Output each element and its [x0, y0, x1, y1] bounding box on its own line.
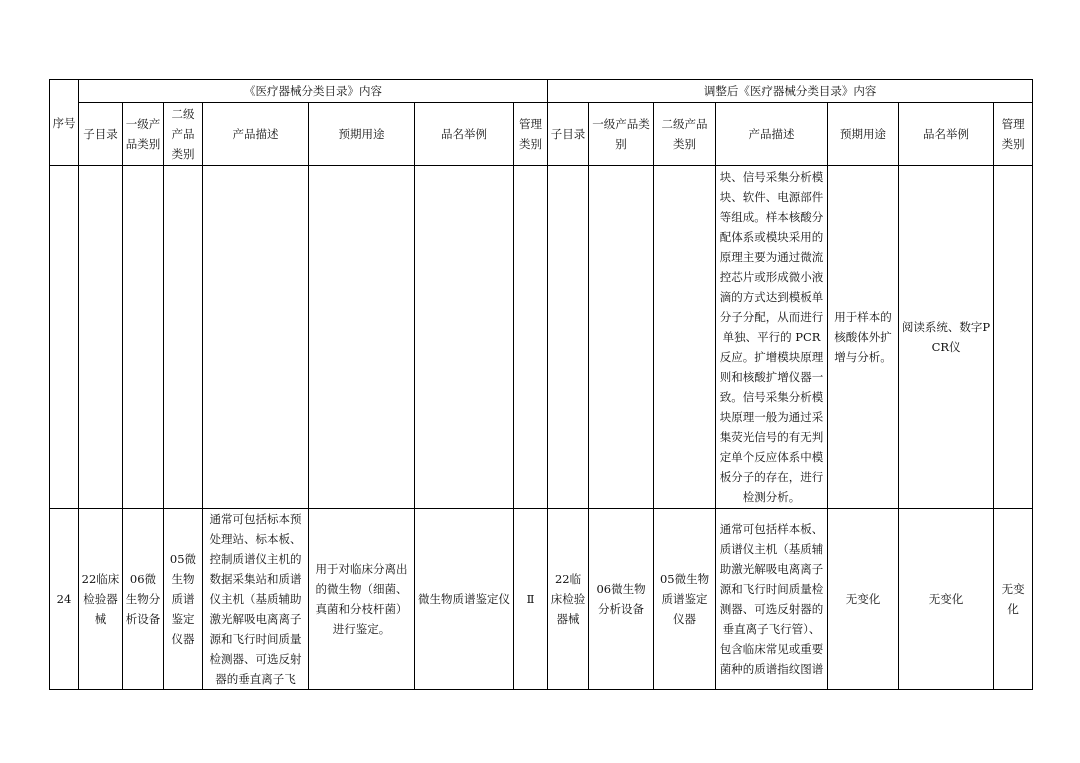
- new-examples-cell: 阅读系统、数字PCR仪: [899, 166, 994, 509]
- header-orig-intended-use: 预期用途: [309, 103, 415, 166]
- row-seq: 24: [50, 509, 79, 690]
- header-new-intended-use: 预期用途: [828, 103, 899, 166]
- new-primary-category-cell: [589, 166, 654, 509]
- new-intended-use-cell: 无变化: [828, 509, 899, 690]
- new-primary-category-cell: 06微生物分析设备: [589, 509, 654, 690]
- table-row: [50, 166, 1033, 509]
- orig-description-cell: [203, 166, 309, 509]
- orig-description-cell: 通常可包括标本预处理站、标本板、控制质谱仪主机的数据采集站和质谱仪主机（基质辅助激光解吸电离离子源和飞行时间质量检测器、可选反射器的垂直离子飞: [203, 509, 309, 690]
- header-orig-subcatalog: 子目录: [79, 103, 123, 166]
- orig-primary-category-cell: 06微生物分析设备: [123, 509, 164, 690]
- header-seq: 序号: [50, 80, 79, 166]
- orig-management-class-cell: [514, 166, 548, 509]
- header-new-management-class: 管理类别: [994, 103, 1033, 166]
- new-management-class-cell: 无变化: [994, 509, 1033, 690]
- header-column-row: [50, 103, 1033, 166]
- orig-management-class-cell: Ⅱ: [514, 509, 548, 690]
- new-subcatalog-cell: 22临床检验器械: [548, 509, 589, 690]
- header-orig-management-class: 管理类别: [514, 103, 548, 166]
- header-orig-description: 产品描述: [203, 103, 309, 166]
- new-description-cell: 块、信号采集分析模块、软件、电源部件等组成。样本核酸分配体系或模块采用的原理主要为通过微流控芯片或形成微小液滴的方式达到模板单分子分配，从而进行单独、平行的 PCR 反应。扩增模块原理则和核酸扩增仪器一致。信号采集分析模块原理一般为通过采集荧光信号的有无判定单个反应体系中模板分子的存在，进行检测分析。: [716, 166, 828, 509]
- new-management-class-cell: [994, 166, 1033, 509]
- header-new-primary-category: 一级产品类别: [589, 103, 654, 166]
- orig-intended-use-cell: 用于对临床分离出的微生物（细菌、真菌和分枝杆菌）进行鉴定。: [309, 509, 415, 690]
- header-orig-secondary-category: 二级产品类别: [164, 103, 203, 166]
- header-group-row: [50, 80, 1033, 103]
- orig-examples-cell: 微生物质谱鉴定仪: [415, 509, 514, 690]
- header-new-subcatalog: 子目录: [548, 103, 589, 166]
- new-examples-cell: 无变化: [899, 509, 994, 690]
- header-new-secondary-category: 二级产品类别: [654, 103, 716, 166]
- orig-secondary-category-cell: 05微生物质谱鉴定仪器: [164, 509, 203, 690]
- new-intended-use-cell: 用于样本的核酸体外扩增与分析。: [828, 166, 899, 509]
- header-orig-examples: 品名举例: [415, 103, 514, 166]
- header-new-description: 产品描述: [716, 103, 828, 166]
- classification-table: [49, 79, 1033, 690]
- header-adjusted-catalog: 调整后《医疗器械分类目录》内容: [548, 80, 1033, 103]
- orig-secondary-category-cell: [164, 166, 203, 509]
- new-subcatalog-cell: [548, 166, 589, 509]
- orig-primary-category-cell: [123, 166, 164, 509]
- orig-intended-use-cell: [309, 166, 415, 509]
- new-secondary-category-cell: [654, 166, 716, 509]
- header-new-examples: 品名举例: [899, 103, 994, 166]
- header-original-catalog: 《医疗器械分类目录》内容: [79, 80, 548, 103]
- row-seq: [50, 166, 79, 509]
- table-row: [50, 509, 1033, 690]
- orig-subcatalog-cell: 22临床检验器械: [79, 509, 123, 690]
- new-secondary-category-cell: 05微生物质谱鉴定仪器: [654, 509, 716, 690]
- new-description-cell: 通常可包括样本板、质谱仪主机（基质辅助激光解吸电离离子源和飞行时间质量检测器、可选反射器的垂直离子飞行管）、包含临床常见或重要菌种的质谱指纹图谱: [716, 509, 828, 690]
- orig-examples-cell: [415, 166, 514, 509]
- orig-subcatalog-cell: [79, 166, 123, 509]
- header-orig-primary-category: 一级产品类别: [123, 103, 164, 166]
